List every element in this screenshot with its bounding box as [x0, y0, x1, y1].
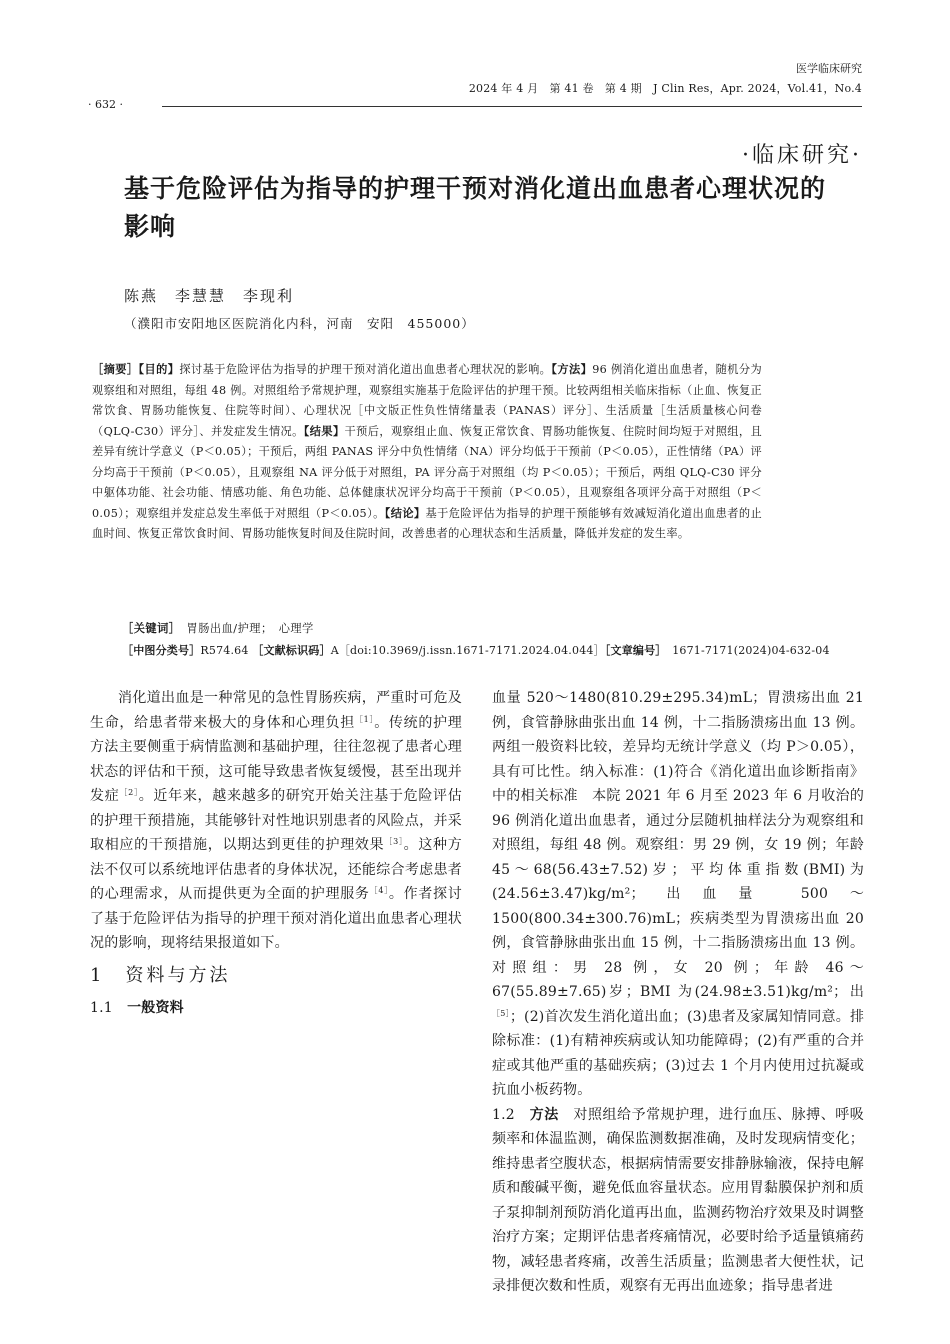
body-column-right [492, 686, 864, 1299]
methods-label: 【方法】 [551, 363, 593, 376]
doc-code-label: ［文献标识码］ [252, 644, 331, 657]
journal-issue-line: 2024 年 4 月 第 41 卷 第 4 期 J Clin Res，Apr. 2024，Vol.41，No.4 [468, 82, 862, 95]
keywords [122, 620, 314, 636]
clc-value: R574.64 [200, 644, 249, 657]
article-number-label: ［文章编号］ [604, 644, 661, 657]
article-number-value: 1671-7171(2024)04-632-04 [672, 644, 830, 657]
methods-paragraph: 1.2 方法 对照组给予常规护理，进行血压、脉搏、呼吸频率和体温监测，确保监测数据准确，及时发现病情变化；维持患者空腹状态，根据病情需要安排静脉输液，保持电解质和酸碱平衡，避免低血容量状态。应用胃黏膜保护剂和质子泵抑制剂预防消化道再出血，监测药物治疗效果及时调整治疗方案；定期评估患者疼痛情况，必要时给予适量镇痛药物，减轻患者疼痛，改善生活质量；监测患者大便性状，记录排便次数和性质，观察有无再出血迹象；指导患者进 [492, 1106, 864, 1294]
results-label: 【结果】 [303, 424, 345, 438]
classification-line [122, 642, 830, 658]
conclusion-label: 【结论】 [384, 506, 426, 520]
ref-2: ［2］ [119, 788, 139, 797]
page-number: · 632 · [88, 98, 123, 111]
methods-text: 96 例消化道出血患者，随机分为观察组和对照组，每组 48 例。对照组给予常规护理，观察组实施基于危险评估的护理干预。比较两组相关临床指标（止血、恢复正常饮食、胃肠功能恢复、住院等时间）、心理状况［中文版正性负性情绪量表（PANAS）评分］、生活质量［生活质量核心问卷（QLQ-C30）评分］、并发症发生情况。 [92, 363, 762, 438]
keywords-value: 胃肠出血/护理； 心理学 [186, 622, 314, 635]
intro-paragraph: 消化道出血是一种常见的急性胃肠疾病，严重时可危及生命，给患者带来极大的身体和心理负担$^{[1]}$。传统的护理方法主要侧重于病情监测和基础护理，往往忽视了患者心理状态的评估和干预，这可能导致患者恢复缓慢，甚至出现并发症$^{[2]}$。近年来，越来越多的研究开始关注基于危险评估的护理干预措施，其能够针对性地识别患者的风险点，并采取相应的干预措施，以期达到更佳的护理效果$^{[3]}$。这种方法不仅可以系统地评估患者的身体状况，还能综合考虑患者的心理需求，从而提供更为全面的护理服务$^{[4]}$。作者探讨了基于危险评估为指导的护理干预对消化道出血患者心理状况的影响，现将结果报道如下。 [90, 690, 462, 951]
keywords-label: ［关键词］ [122, 622, 175, 635]
header-rule [162, 106, 862, 107]
journal-name: 医学临床研究 [796, 62, 862, 75]
affiliation: （濮阳市安阳地区医院消化内科，河南 安阳 455000） [124, 316, 475, 331]
conclusion-text: 基于危险评估为指导的护理干预能够有效减短消化道出血患者的止血时间、恢复正常饮食时间、胃肠功能恢复时间及住院时间，改善患者的心理状态和生活质量，降低并发症的发生率。 [92, 506, 762, 540]
ref-4: ［4］ [369, 886, 389, 895]
authors: 陈燕 李慧慧 李现利 [124, 287, 295, 305]
ref-1: ［1］ [354, 714, 375, 724]
general-data-heading: 一般资料 [127, 999, 184, 1016]
section-label: ·临床研究· [742, 143, 862, 168]
clc-label: ［中图分类号］ [122, 644, 201, 657]
ref-3: ［3］ [384, 837, 404, 846]
body-column-left [90, 686, 462, 1020]
abstract [92, 360, 762, 545]
objective-text: 探讨基于危险评估为指导的护理干预对消化道出血患者心理状况的影响。 [179, 363, 552, 376]
methods-heading: 方法 [529, 1106, 559, 1123]
general-data-paragraph: 血量 520～1480(810.29±295.34)mL；胃溃疡出血 21 例，食管静脉曲张出血 14 例，十二指肠溃疡出血 13 例。两组一般资料比较，差异均无统计学意义（均 P＞0.05），具有可比性。纳入标准：(1)符合《消化道出血诊断指南》中的相关标准 本院 2021 年 6 月至 2023 年 6 月收治的 96 例消化道出血患者，通过分层随机抽样法分为观察组和对照组，每组 48 例。观察组：男 29 例，女 19 例；年龄 45～68(56.43±7.52)岁；平均体重指数(BMI)为(24.56±3.47)kg/m²；出血量 500～1500(800.34±300.76)mL；疾病类型为胃溃疡出血 20 例，食管静脉曲张出血 15 例，十二指肠溃疡出血 13 例。对照组：男 28 例，女 20 例；年龄 46～67(55.89±7.65)岁；BMI 为(24.98±3.51)kg/m²；出$^{[5]}$；(2)首次发生消化道出血；(3)患者及家属知情同意。排除标准：(1)有精神疾病或认知功能障碍；(2)有严重的合并症或其他严重的基础疾病；(3)过去 1 个月内使用过抗凝或抗血小板药物。 [492, 690, 865, 1098]
ref-5: ［5］ [492, 1008, 510, 1018]
doc-code-value: A［doi:10.3969/j.issn.1671-7171.2024.04.044］ [330, 644, 605, 657]
abstract-label: ［摘要］ [92, 363, 139, 376]
section-heading-materials-methods: 1 资料与方法 [90, 964, 231, 986]
objective-label: 【目的】 [138, 363, 180, 376]
article-title: 基于危险评估为指导的护理干预对消化道出血患者心理状况的影响 [124, 174, 827, 241]
general-data-paragraph: 1.1 一般资料 [90, 999, 184, 1016]
results-text: 干预后，观察组止血、恢复正常饮食、胃肠功能恢复、住院时间均短于对照组，且差异有统计学意义（P＜0.05）；干预后，两组 PANAS 评分中负性情绪（NA）评分均低于干预前（P＜0.05），正性情绪（PA）评分均高于干预前（P＜0.05），且观察组 NA 评分低于对照组，PA 评分高于对照组（均 P＜0.05）；干预后，两组 QLQ-C30 评分中躯体功能、社会功能、情感功能、角色功能、总体健康状况评分均高于干预前（P＜0.05），且观察组各项评分高于对照组（P＜0.05）；观察组并发症总发生率低于对照组（P＜0.05）。 [92, 424, 762, 520]
